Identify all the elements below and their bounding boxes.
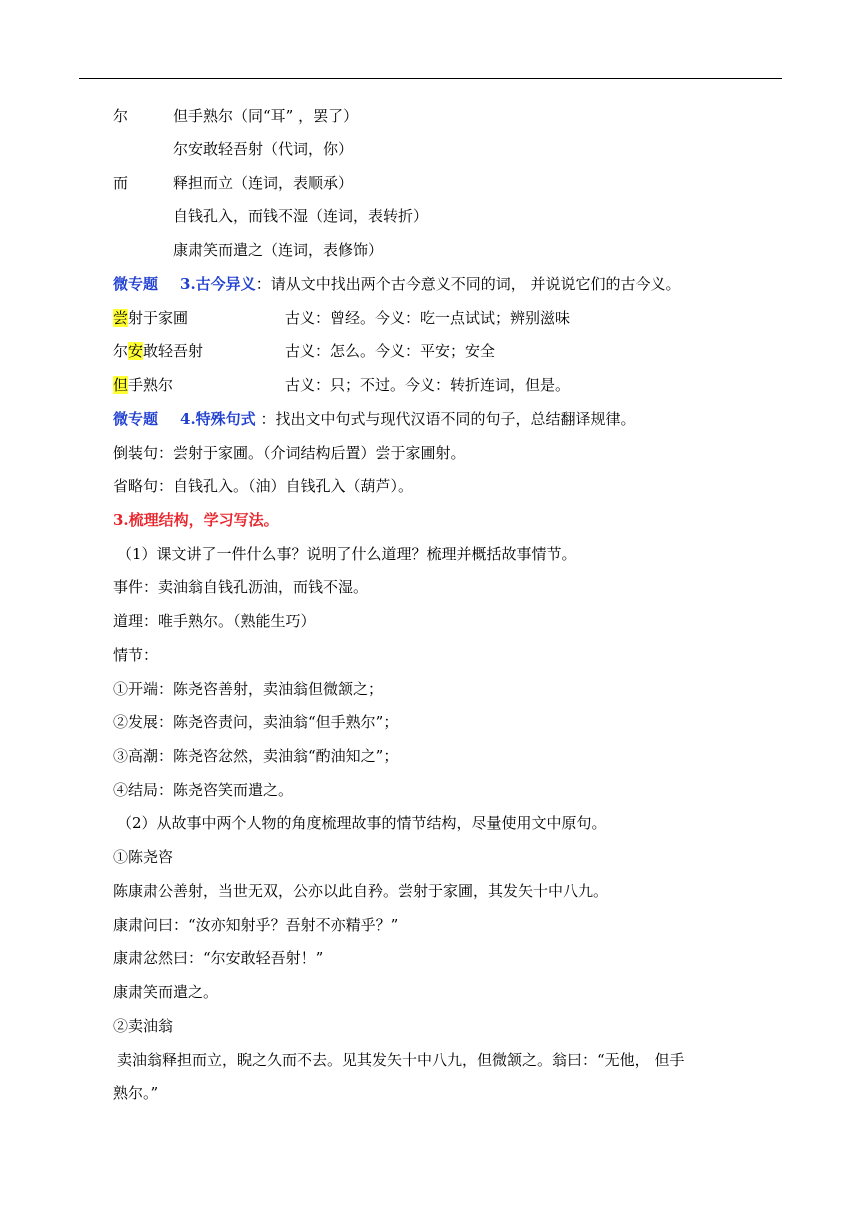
reason-line: 道理：唯手熟尔。（熟能生巧） [113, 612, 316, 630]
dict-entry: 自钱孔入，而钱不湿（连词，表转折） [173, 207, 429, 225]
weng-heading: ②卖油翁 [113, 1017, 174, 1035]
plot-item: ②发展：陈尧咨责问，卖油翁“但手熟尔”； [113, 713, 399, 731]
topic4-desc: ：找出文中句式与现代汉语不同的句子，总结翻译规律。 [255, 410, 636, 428]
gujin-phrase [113, 375, 173, 395]
topic4-tag: 微专题 [113, 410, 159, 428]
topic4-heading [113, 409, 635, 429]
phrase-post: 射于家圃 [128, 309, 189, 327]
chen-line: 康肃忿然曰：“尔安敢轻吾射！” [113, 949, 324, 967]
chen-line: 康肃笑而遣之。 [113, 983, 219, 1001]
chen-heading: ①陈尧咨 [113, 848, 174, 866]
highlight-char: 尝 [113, 309, 129, 327]
event-line: 事件：卖油翁自钱孔沥油，而钱不湿。 [113, 578, 369, 596]
topic3-desc: ：请从文中找出两个古今意义不同的词， 并说说它们的古今义。 [255, 275, 681, 293]
dict-char-er2: 而 [113, 174, 129, 192]
dict-entry: 但手熟尔（同“耳” ，罢了） [173, 107, 359, 125]
phrase-post: 手熟尔 [128, 376, 174, 394]
chen-line: 陈康肃公善射，当世无双，公亦以此自矜。尝射于家圃，其发矢十中八九。 [113, 882, 609, 900]
gujin-meaning: 古义：怎么。今义：平安；安全 [285, 342, 496, 360]
dict-entry: 尔安敢轻吾射（代词，你） [173, 140, 354, 158]
topic3-heading [113, 274, 680, 294]
gujin-meaning: 古义：只；不过。今义：转折连词，但是。 [285, 376, 571, 394]
question-1: （1）课文讲了一件什么事？说明了什么道理？梳理并概括故事情节。 [117, 545, 577, 563]
gujin-meaning: 古义：曾经。今义：吃一点试试；辨别滋味 [285, 309, 571, 327]
dict-entry: 康肃笑而遣之（连词，表修饰） [173, 241, 384, 259]
plot-label: 情节： [113, 646, 159, 664]
topic4-title: 4.特殊句式 [180, 410, 256, 428]
highlight-char: 但 [113, 376, 129, 394]
plot-item: ①开端：陈尧咨善射，卖油翁但微颔之； [113, 680, 384, 698]
topic3-title: 3.古今异义 [180, 275, 256, 293]
phrase-pre: 尔 [113, 342, 129, 360]
syntax-line: 省略句：自钱孔入。（油）自钱孔入（葫芦）。 [113, 477, 414, 495]
question-2: （2）从故事中两个人物的角度梳理故事的情节结构，尽量使用文中原句。 [117, 814, 607, 832]
highlight-char: 安 [128, 342, 144, 360]
weng-line: 熟尔。” [113, 1084, 159, 1102]
header-rule [79, 78, 782, 79]
dict-char-er: 尔 [113, 107, 129, 125]
plot-item: ④结局：陈尧咨笑而遣之。 [113, 781, 294, 799]
dict-entry: 释担而立（连词，表顺承） [173, 174, 354, 192]
phrase-post: 敢轻吾射 [143, 342, 204, 360]
gujin-phrase [113, 308, 188, 328]
plot-item: ③高潮：陈尧咨忿然，卖油翁“酌油知之”； [113, 747, 399, 765]
section-heading: 3.梳理结构，学习写法。 [113, 511, 279, 529]
topic3-tag: 微专题 [113, 275, 159, 293]
gujin-phrase [113, 341, 203, 361]
syntax-line: 倒装句：尝射于家圃。（介词结构后置）尝于家圃射。 [113, 444, 466, 462]
weng-line: 卖油翁释担而立，睨之久而不去。见其发矢十中八九，但微颔之。翁曰：“无他， 但手 [117, 1051, 685, 1069]
chen-line: 康肃问曰：“汝亦知射乎？吾射不亦精乎？” [113, 916, 399, 934]
